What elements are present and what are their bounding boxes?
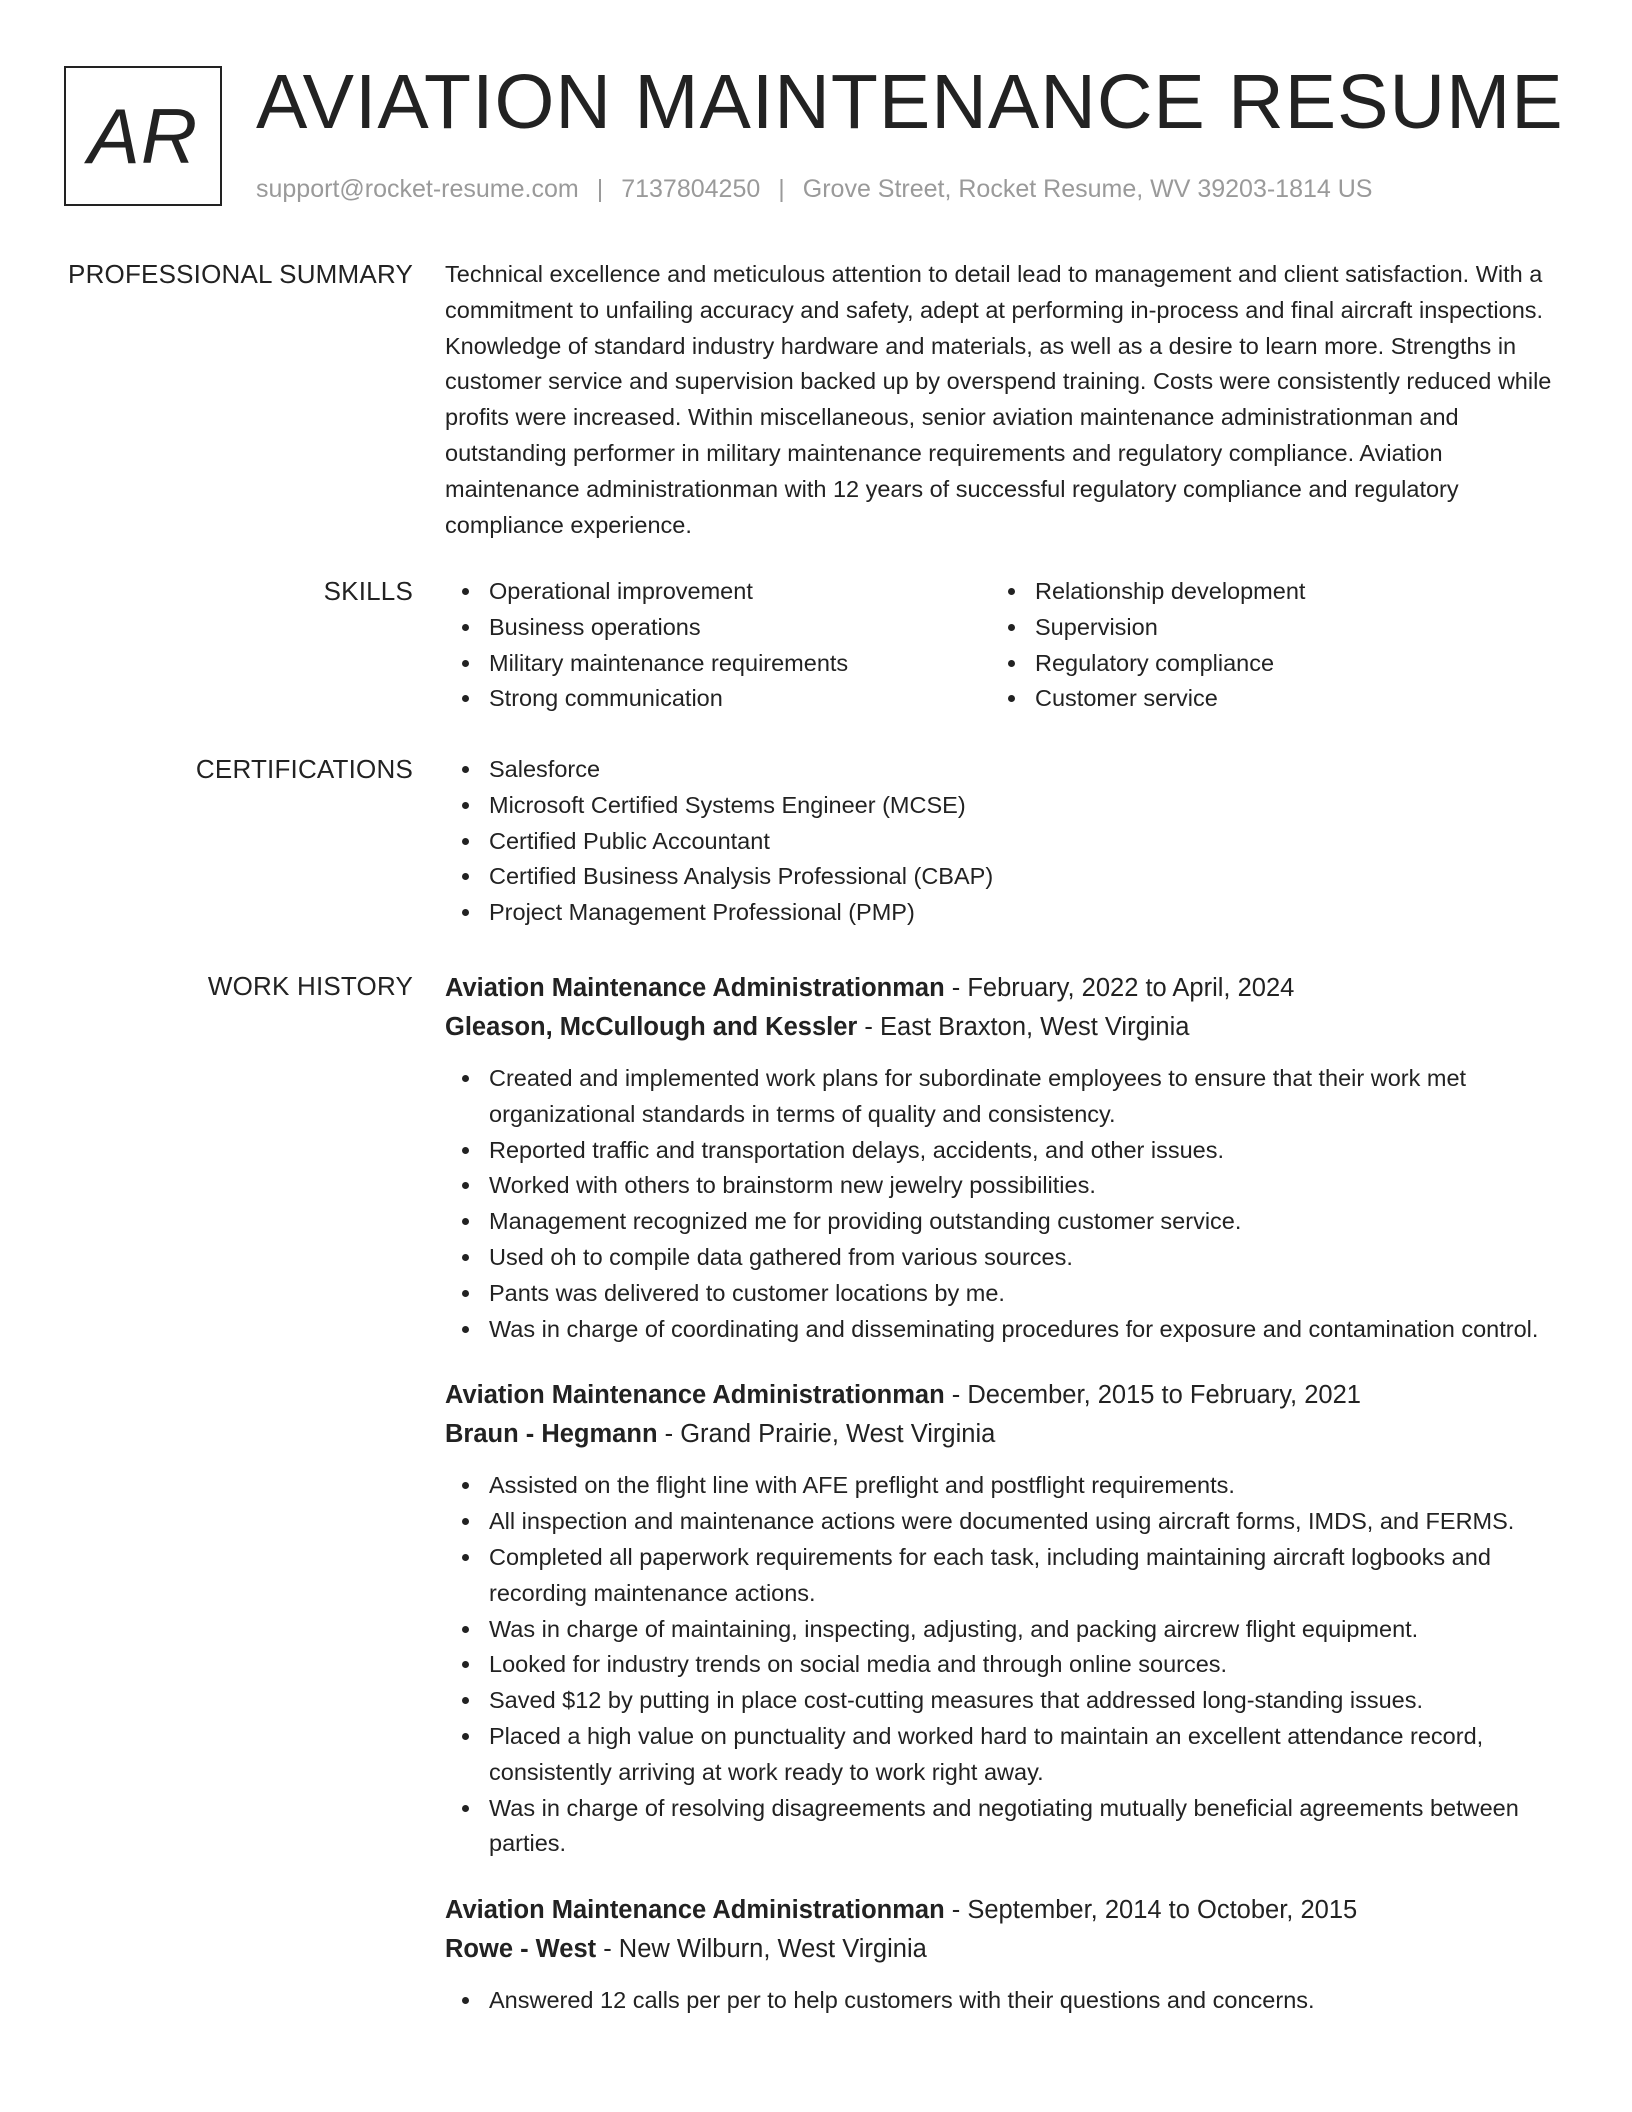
certifications-list: [445, 752, 1560, 931]
skill-item: Military maintenance requirements: [445, 646, 991, 682]
contact-line: [256, 172, 1372, 206]
job-bullet: Reported traffic and transportation delays, accidents, and other issues.: [445, 1133, 1560, 1169]
job-bullet: Was in charge of coordinating and disseminating procedures for exposure and contamination control.: [445, 1312, 1560, 1348]
certification-item: Certified Public Accountant: [445, 824, 1560, 860]
job-bullet: Worked with others to brainstorm new jewelry possibilities.: [445, 1168, 1560, 1204]
job-bullet: Was in charge of resolving disagreements and negotiating mutually beneficial agreements between parties.: [445, 1791, 1560, 1863]
job-bullet: Placed a high value on punctuality and worked hard to maintain an excellent attendance record, consistently arriving at work ready to work right away.: [445, 1719, 1560, 1791]
skill-item: Strong communication: [445, 681, 991, 717]
job-company: Rowe - West: [445, 1935, 597, 1964]
job-bullet: Management recognized me for providing outstanding customer service.: [445, 1204, 1560, 1240]
job-bullet: Pants was delivered to customer locations by me.: [445, 1276, 1560, 1312]
resume-title: AVIATION MAINTENANCE RESUME: [256, 59, 1564, 145]
job-role-line: [445, 969, 1560, 1008]
job-bullets: [445, 1983, 1560, 2019]
skill-item: Supervision: [991, 610, 1551, 646]
job-bullet: Completed all paperwork requirements for each task, including maintaining aircraft logbooks and recording maintenance actions.: [445, 1540, 1560, 1612]
job-company: Braun - Hegmann: [445, 1420, 658, 1449]
monogram-badge: AR: [64, 66, 222, 206]
job-dates: - September, 2014 to October, 2015: [944, 1896, 1358, 1925]
job-role-line: [445, 1376, 1560, 1415]
section-title-certifications: CERTIFICATIONS: [195, 754, 413, 784]
summary-text: Technical excellence and meticulous attention to detail lead to management and client satisfaction. With a commitment to unfailing accuracy and safety, adept at performing in-process and final aircraft inspections. Knowledge of standard industry hardware and materials, as well as a desire to learn more. Strengths in customer service and supervision backed up by overspend training. Costs were consistently reduced while profits were increased. Within miscellaneous, senior aviation maintenance administrationman and outstanding performer in military maintenance requirements and regulatory compliance. Aviation maintenance administrationman with 12 years of successful regulatory compliance and regulatory compliance experience.: [445, 261, 1552, 538]
job-bullet: Assisted on the flight line with AFE preflight and postflight requirements.: [445, 1468, 1560, 1504]
skill-item: Regulatory compliance: [991, 646, 1551, 682]
job-dates: - February, 2022 to April, 2024: [944, 974, 1295, 1002]
contact-phone[interactable]: 7137804250: [621, 175, 761, 203]
contact-email[interactable]: support@rocket-resume.com: [256, 175, 579, 203]
job-location: - New Wilburn, West Virginia: [596, 1935, 927, 1964]
section-title-work-history: WORK HISTORY: [207, 971, 413, 1001]
job-role: Aviation Maintenance Administrationman: [445, 974, 945, 1002]
skill-item: Relationship development: [991, 574, 1551, 610]
certification-item: Project Management Professional (PMP): [445, 895, 1560, 931]
skill-item: Business operations: [445, 610, 991, 646]
skills-list-right: [991, 574, 1551, 717]
section-title-summary: PROFESSIONAL SUMMARY: [68, 259, 413, 289]
job-entry: [445, 1891, 1560, 2019]
job-bullets: [445, 1061, 1560, 1347]
job-bullet: Answered 12 calls per per to help customers with their questions and concerns.: [445, 1983, 1560, 2019]
job-entry: [445, 969, 1560, 1347]
skills-list-left: [445, 574, 991, 717]
skill-item: Operational improvement: [445, 574, 991, 610]
job-location: - East Braxton, West Virginia: [857, 1013, 1190, 1041]
contact-address: Grove Street, Rocket Resume, WV 39203-1814 US: [802, 175, 1373, 203]
contact-separator: |: [596, 175, 604, 203]
job-bullets: [445, 1468, 1560, 1862]
contact-separator: |: [778, 175, 785, 203]
job-bullet: Was in charge of maintaining, inspecting, adjusting, and packing aircrew flight equipment.: [445, 1612, 1560, 1648]
certification-item: Microsoft Certified Systems Engineer (MCSE): [445, 788, 1560, 824]
job-company-line: [445, 1930, 1560, 1969]
job-bullet: All inspection and maintenance actions were documented using aircraft forms, IMDS, and FERMS.: [445, 1504, 1560, 1540]
job-entry: [445, 1376, 1560, 1862]
job-role: Aviation Maintenance Administrationman: [445, 1381, 945, 1410]
job-bullet: Created and implemented work plans for subordinate employees to ensure that their work met organizational standards in terms of quality and consistency.: [445, 1061, 1560, 1133]
job-location: - Grand Prairie, West Virginia: [657, 1420, 996, 1449]
skill-item: Customer service: [991, 681, 1551, 717]
job-dates: - December, 2015 to February, 2021: [944, 1381, 1361, 1410]
job-role-line: [445, 1891, 1560, 1930]
job-bullet: Looked for industry trends on social media and through online sources.: [445, 1647, 1560, 1683]
job-bullet: Used oh to compile data gathered from various sources.: [445, 1240, 1560, 1276]
job-company-line: [445, 1415, 1560, 1454]
job-company: Gleason, McCullough and Kessler: [445, 1013, 858, 1041]
job-company-line: [445, 1008, 1560, 1047]
certification-item: Certified Business Analysis Professional (CBAP): [445, 859, 1560, 895]
job-role: Aviation Maintenance Administrationman: [445, 1896, 945, 1925]
section-title-skills: SKILLS: [323, 576, 413, 606]
certification-item: Salesforce: [445, 752, 1560, 788]
job-bullet: Saved $12 by putting in place cost-cutting measures that addressed long-standing issues.: [445, 1683, 1560, 1719]
